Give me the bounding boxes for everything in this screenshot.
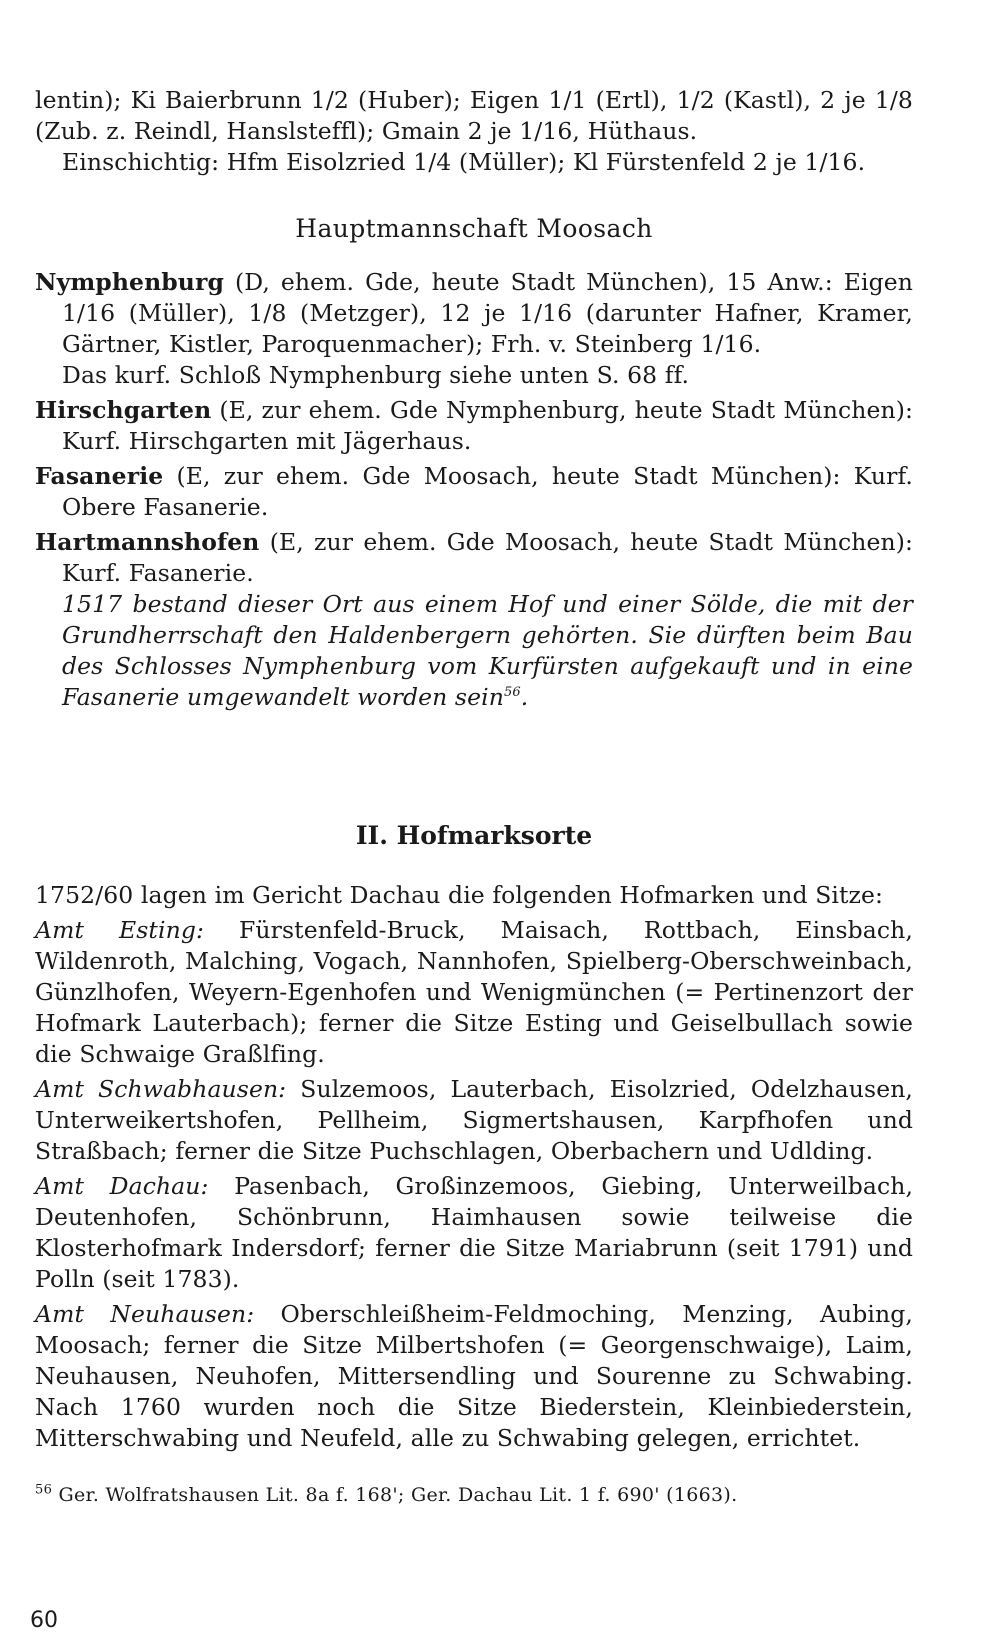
amt-label: Amt Esting: [35,916,204,944]
page-body [35,85,913,1511]
amt-text: Fürstenfeld-Bruck, Maisach, Rottbach, Einsbach, Wildenroth, Malching, Vogach, Nannhofen, Spielberg-Oberschweinbach, Günzlhofen, Weyern-Egenhofen und Wenigmünchen (= Pertinenzort der Hofmark Lauterbach); ferner die Sitze Esting und Geiselbullach sowie die Schwaige Graßlfing. [35,916,913,1068]
entry-hartmannshofen [35,527,913,589]
section-intro: 1752/60 lagen im Gericht Dachau die folgenden Hofmarken und Sitze: [35,881,884,909]
footnote-number: 56 [35,1482,53,1498]
place-name: Hirschgarten [35,396,212,424]
note-end: . [520,683,529,711]
section-title-hofmarksorte: II. Hofmarksorte [355,821,593,850]
amt-text: Pasenbach, Großinzemoos, Giebing, Unterweilbach, Deutenhofen, Schönbrunn, Haimhausen sowie teilweise die Klosterhofmark Indersdorf; ferner die Sitze Mariabrunn (seit 1791) und Polln (seit 1783). [35,1172,914,1293]
entry-historical-note [35,589,913,713]
amt-schwabhausen [35,1074,913,1167]
amt-esting [35,915,913,1070]
italic-note-text: 1517 bestand dieser Ort aus einem Hof und einer Sölde, die mit der Grundherrschaft den Haldenbergern gehörten. Sie dürften beim Bau des Schlosses Nymphenburg vom Kurfürsten aufgekauft und in eine Fasanerie umgewandelt worden sein [62,590,913,711]
entry-nymphenburg [35,267,913,360]
amt-neuhausen [35,1299,913,1454]
entry-text: (E, zur ehem. Gde Nymphenburg, heute Stadt München): Kurf. Hirschgarten mit Jägerhaus. [62,396,913,455]
footnote-text: Ger. Wolfratshausen Lit. 8a f. 168'; Ger. Dachau Lit. 1 f. 690' (1663). [52,1484,738,1506]
place-name: Hartmannshofen [35,528,260,556]
einschichtig-line: Einschichtig: Hfm Eisolzried 1/4 (Müller); Kl Fürstenfeld 2 je 1/16. [62,148,866,176]
amt-label: Amt Schwabhausen: [35,1075,287,1103]
amt-dachau [35,1171,913,1295]
place-name: Nymphenburg [35,268,224,296]
page-number: 60 [30,1608,58,1633]
entry-note: Das kurf. Schloß Nymphenburg siehe unten S. 68 ff. [62,361,690,389]
entry-text: (D, ehem. Gde, heute Stadt München), 15 Anw.: Eigen 1/16 (Müller), 1/8 (Metzger), 12 je 1/16 (darunter Hafner, Kramer, Gärtner, Kistler, Paroquenmacher); Frh. v. Steinberg 1/16. [62,268,913,358]
continuation-entry: lentin); Ki Baierbrunn 1/2 (Huber); Eigen 1/1 (Ertl), 1/2 (Kastl), 2 je 1/8 (Zub. z. Reindl, Hanslsteffl); Gmain 2 je 1/16, Hüthaus. [35,86,913,145]
entry-text: (E, zur ehem. Gde Moosach, heute Stadt München): Kurf. Obere Fasanerie. [62,462,913,521]
entry-text: (E, zur ehem. Gde Moosach, heute Stadt München): Kurf. Fasanerie. [62,528,913,587]
entry-fasanerie [35,461,913,523]
section-title-hauptmannschaft: Hauptmannschaft Moosach [295,214,653,243]
footnote [35,1480,913,1511]
amt-text: Sulzemoos, Lauterbach, Eisolzried, Odelzhausen, Unterweikertshofen, Pellheim, Sigmertshausen, Karpfhofen und Straßbach; ferner die Sitze Puchschlagen, Oberbachern und Udlding. [35,1075,914,1165]
amt-text: Oberschleißheim-Feldmoching, Menzing, Aubing, Moosach; ferner die Sitze Milbertshofen (= Georgenschwaige), Laim, Neuhausen, Neuhofen, Mittersendling und Sourenne zu Schwabing. Nach 1760 wurden noch die Sitze Biederstein, Kleinbiederstein, Mitterschwabing und Neufeld, alle zu Schwabing gelegen, errichtet. [35,1300,913,1452]
footnote-ref: 56 [503,685,521,701]
place-name: Fasanerie [35,462,164,490]
amt-label: Amt Dachau: [35,1172,209,1200]
amt-label: Amt Neuhausen: [35,1300,255,1328]
entry-hirschgarten [35,395,913,457]
